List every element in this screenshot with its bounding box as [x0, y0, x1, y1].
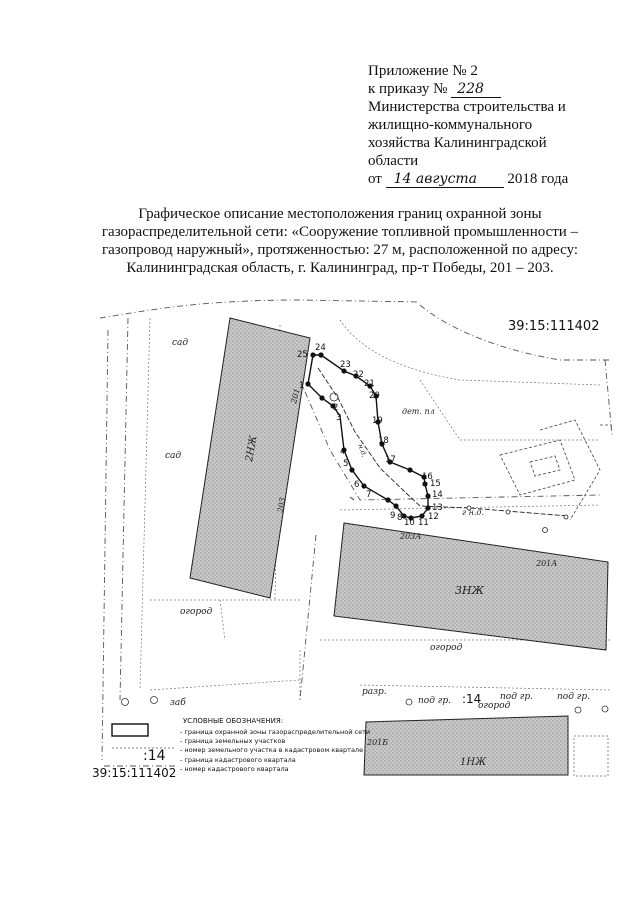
building-2nzh: [190, 318, 310, 598]
quarter-number-top: 39:15:111402: [508, 319, 600, 334]
point-label-10: 10: [404, 518, 415, 528]
point-label-23: 23: [340, 360, 351, 370]
label-garden-top: сад: [172, 338, 189, 348]
point-label-2: 2: [333, 403, 339, 413]
legend: [92, 717, 370, 780]
point-label-9-visible: 9: [390, 511, 396, 521]
playground-structures: [500, 420, 612, 520]
appendix-line6: области: [368, 153, 419, 169]
label-addr-203a: 203А: [400, 532, 422, 541]
appendix-line1: Приложение № 2: [368, 63, 478, 79]
building-3nzh-label: 3НЖ: [455, 584, 484, 597]
label-addr-201b: 201Б: [367, 738, 389, 747]
label-addr-203: 203: [276, 496, 288, 514]
point-label-14: 14: [432, 490, 443, 500]
point-label-6: 6: [354, 480, 360, 490]
point-label-18: 18: [378, 436, 389, 446]
legend-item-4: - граница кадастрового квартала: [180, 756, 296, 764]
point-label-20: 20: [369, 391, 380, 401]
label-razr: разр.: [362, 687, 387, 697]
appendix-line4: жилищно-коммунального: [368, 117, 533, 133]
label-zab: заб: [170, 698, 186, 708]
date-handwritten: 14 августа: [386, 172, 504, 188]
label-pod-gr-1: под гр.: [418, 696, 451, 706]
point-label-15: 15: [430, 479, 441, 489]
zone-point-labels: [297, 343, 443, 528]
point-label-13: 13: [432, 503, 443, 513]
date-prefix: от: [368, 171, 382, 187]
building-3nzh: [334, 523, 608, 650]
appendix-line5: хозяйства Калининградской: [368, 135, 547, 151]
building-2nzh-label: 2НЖ: [244, 434, 260, 463]
point-label-12: 12: [428, 512, 439, 522]
point-label-25: 25: [297, 350, 308, 360]
point-label-7: 7: [366, 490, 372, 500]
label-pod-gr-3: под гр.: [557, 692, 590, 702]
appendix-line3: Министерства строительства и: [368, 99, 566, 115]
label-garden-left: сад: [165, 451, 182, 461]
gas-pipeline: [318, 368, 568, 516]
point-label-11: 11: [418, 518, 429, 528]
order-prefix: к приказу №: [368, 81, 448, 97]
label-ogorod-3: огород: [478, 701, 511, 711]
title-line1: Графическое описание местоположения границ охранной зоны: [138, 206, 542, 222]
title-line4: Калининградская область, г. Калининград, пр-т Победы, 201 – 203.: [126, 260, 554, 276]
building-1nzh: [364, 716, 568, 775]
label-ogorod-1: огород: [180, 607, 213, 617]
point-label-3: 3: [336, 413, 342, 423]
point-label-19: 19: [372, 416, 383, 426]
label-addr-201a: 201А: [536, 559, 558, 568]
point-label-24: 24: [315, 343, 326, 353]
label-addr-201: 201: [289, 387, 302, 405]
annex-outline: [574, 736, 608, 776]
legend-item-5: - номер кадастрового квартала: [180, 765, 289, 773]
label-playground: дет. пл: [402, 407, 435, 416]
building-1nzh-label: 1НЖ: [460, 757, 487, 768]
point-label-5: 5: [343, 459, 349, 469]
point-label-17: 17: [385, 455, 396, 465]
order-number-handwritten: 228: [451, 82, 501, 98]
label-pod-gr-2: под гр.: [500, 692, 533, 702]
point-label-1: 1: [299, 381, 305, 391]
point-label-16: 16: [422, 472, 433, 482]
label-pipe-zone: н.д.: [356, 442, 369, 459]
legend-zone-swatch: [112, 724, 148, 736]
legend-item-2: - граница земельных участков: [180, 737, 286, 745]
label-ogorod-2: огород: [430, 643, 463, 653]
point-label-8: 8: [397, 513, 403, 523]
label-parcel-14: :14: [462, 692, 482, 706]
legend-title: УСЛОВНЫЕ ОБОЗНАЧЕНИЯ:: [183, 717, 284, 725]
point-label-22: 22: [353, 370, 364, 380]
legend-item-3: - номер земельного участка в кадастровом квартале: [180, 746, 364, 754]
title-line3: газопровод наружный», протяженностью: 27 м, расположенной по адресу:: [101, 242, 579, 258]
point-label-21: 21: [364, 379, 375, 389]
title-line2: газораспределительной сети: «Сооружение топливной промышленности –: [101, 224, 579, 240]
point-label-4: 4: [340, 447, 346, 457]
legend-item-1: - граница охранной зоны газораспределительной сети: [180, 728, 371, 736]
legend-sample-parcel: :14: [143, 748, 166, 764]
label-pipe: г н.д.: [462, 508, 485, 517]
date-suffix: 2018 года: [507, 171, 569, 187]
legend-sample-quarter: 39:15:111402: [92, 766, 177, 780]
